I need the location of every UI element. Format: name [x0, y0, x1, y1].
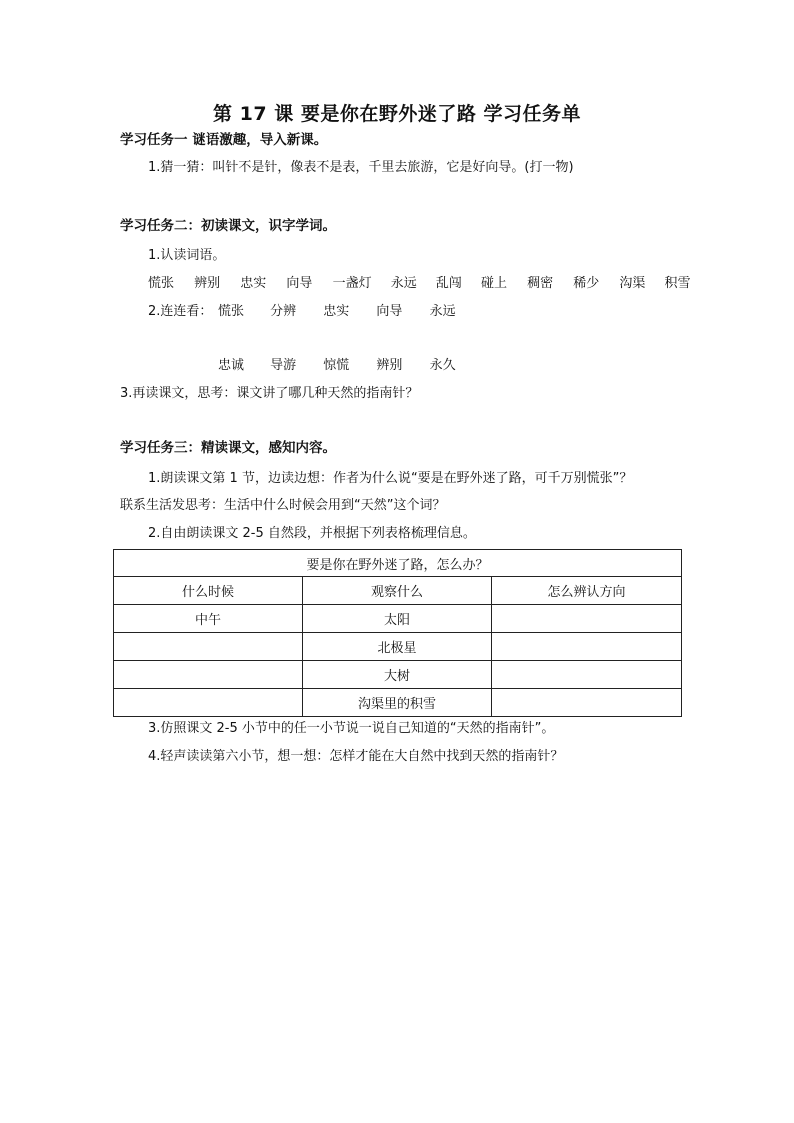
- task2-question-2-label: 2.连连看：: [148, 304, 213, 319]
- task3-question-1: 1.朗读课文第 1 节，边读边想：作者为什么说“要是在野外迷了路，可千万别慌张”？: [148, 471, 633, 486]
- match-word: 永久: [429, 358, 456, 373]
- vocab-word: 积雪: [664, 276, 691, 291]
- match-word: 永远: [429, 304, 456, 319]
- table-cell: 北极星: [303, 633, 492, 661]
- vocab-word: 稠密: [527, 276, 554, 291]
- task2-heading: 学习任务二：初读课文，识字学词。: [120, 218, 336, 234]
- table-cell: [492, 605, 682, 633]
- task1-heading: 学习任务一 谜语激趣，导入新课。: [120, 132, 328, 148]
- match-top-row: [218, 300, 470, 319]
- table-cell: [114, 689, 303, 717]
- table-row: [114, 605, 682, 633]
- vocab-word: 乱闯: [435, 276, 462, 291]
- table-cell: [114, 661, 303, 689]
- match-word: 忠诚: [218, 358, 245, 373]
- table-cell: 太阳: [303, 605, 492, 633]
- task3-question-3: 3.仿照课文 2-5 小节中的任一小节说一说自己知道的“天然的指南针”。: [148, 721, 555, 736]
- match-word: 忠实: [323, 304, 350, 319]
- table-cell: [492, 689, 682, 717]
- task3-question-1-continued: 联系生活发思考：生活中什么时候会用到“天然”这个词？: [120, 498, 446, 513]
- vocab-word: 一盏灯: [332, 276, 372, 291]
- match-word: 辨别: [376, 358, 403, 373]
- task3-question-4: 4.轻声读读第六小节，想一想：怎样才能在大自然中找到天然的指南针？: [148, 749, 564, 764]
- table-header-cell: 什么时候: [114, 577, 303, 605]
- match-bottom-row: [218, 354, 470, 373]
- table-header-cell: 怎么辨认方向: [492, 577, 682, 605]
- vocabulary-list: [148, 272, 705, 291]
- page-title: 第 17 课 要是你在野外迷了路 学习任务单: [213, 103, 581, 125]
- table-cell: [492, 633, 682, 661]
- task1-question-1: 1.猜一猜：叫针不是针，像表不是表，千里去旅游，它是好向导。(打一物): [148, 160, 574, 175]
- vocab-word: 向导: [286, 276, 313, 291]
- match-word: 向导: [376, 304, 403, 319]
- match-word: 惊慌: [323, 358, 350, 373]
- table-caption: 要是你在野外迷了路，怎么办？: [114, 550, 682, 577]
- table-cell: [492, 661, 682, 689]
- table-cell: 沟渠里的积雪: [303, 689, 492, 717]
- task2-question-1: 1.认读词语。: [148, 248, 226, 263]
- table-row: [114, 689, 682, 717]
- table-cell: 中午: [114, 605, 303, 633]
- vocab-word: 辨别: [194, 276, 221, 291]
- table-cell: 大树: [303, 661, 492, 689]
- vocab-word: 沟渠: [619, 276, 646, 291]
- info-table: [113, 549, 682, 717]
- task2-question-3: 3.再读课文，思考：课文讲了哪几种天然的指南针？: [120, 386, 419, 401]
- match-word: 慌张: [218, 304, 245, 319]
- match-word: 导游: [270, 358, 297, 373]
- table-header-row: [114, 577, 682, 605]
- table-row: [114, 661, 682, 689]
- match-word: 分辨: [270, 304, 297, 319]
- task3-heading: 学习任务三：精读课文，感知内容。: [120, 440, 336, 456]
- vocab-word: 慌张: [148, 276, 175, 291]
- table-cell: [114, 633, 303, 661]
- task3-question-2: 2.自由朗读课文 2-5 自然段，并根据下列表格梳理信息。: [148, 526, 476, 541]
- vocab-word: 忠实: [240, 276, 267, 291]
- table-row: [114, 633, 682, 661]
- vocab-word: 永远: [390, 276, 417, 291]
- table-header-cell: 观察什么: [303, 577, 492, 605]
- vocab-word: 碰上: [480, 276, 507, 291]
- vocab-word: 稀少: [573, 276, 600, 291]
